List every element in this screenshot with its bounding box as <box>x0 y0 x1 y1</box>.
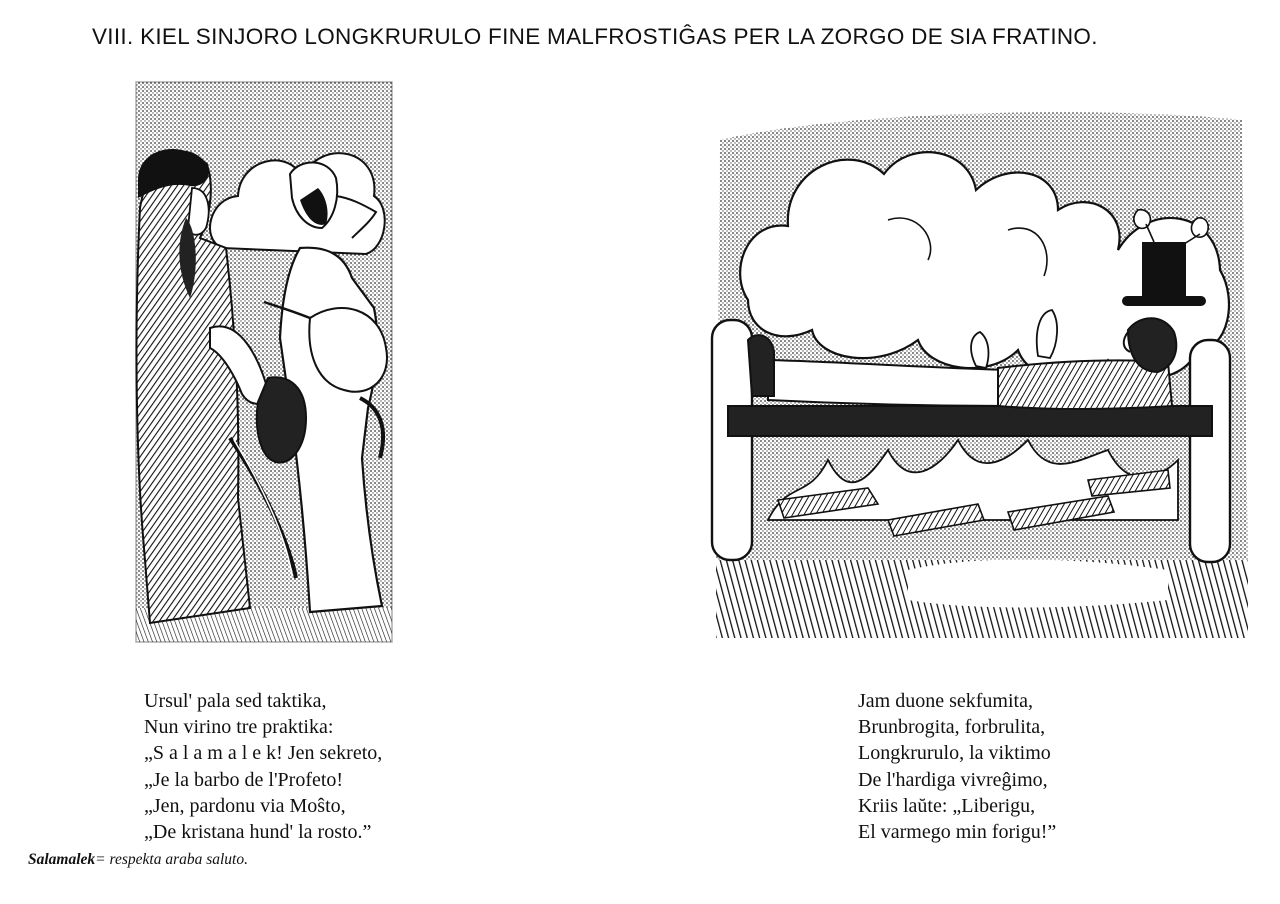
verse-line: Brunbrogita, forbrulita, <box>858 716 1046 739</box>
verse-line: Longkrurulo, la viktimo <box>858 742 1051 765</box>
verse-line: De l'hardiga vivreĝimo, <box>858 768 1048 791</box>
page-heading: VIII. KIEL SINJORO LONGKRURULO FINE MALFROSTIĜAS PER LA ZORGO DE SIA FRATINO. <box>92 24 1098 49</box>
verse-line: Ursul' pala sed taktika, <box>144 690 327 712</box>
right-verse <box>858 688 1056 845</box>
verse-line: „De kristana hund' la rosto.” <box>144 821 372 844</box>
footnote-term: Salamalek <box>28 851 96 868</box>
footnote <box>28 851 248 869</box>
left-illustration <box>130 78 396 648</box>
verse-line: Nun virino tre praktika: <box>144 716 334 739</box>
verse-line: Jam duone sekfumita, <box>858 690 1033 712</box>
footnote-definition: = respekta araba saluto. <box>95 851 248 868</box>
left-verse <box>144 688 382 845</box>
verse-line: „Je la barbo de l'Profeto! <box>144 768 344 791</box>
verse-line: El varmego min forigu!” <box>858 821 1057 844</box>
verse-line: „Jen, pardonu via Moŝto, <box>144 794 346 817</box>
right-illustration <box>708 100 1254 646</box>
verse-line: Kriis laŭte: „Liberigu, <box>858 794 1036 817</box>
verse-line: „S a l a m a l e k! Jen sekreto, <box>144 742 383 765</box>
